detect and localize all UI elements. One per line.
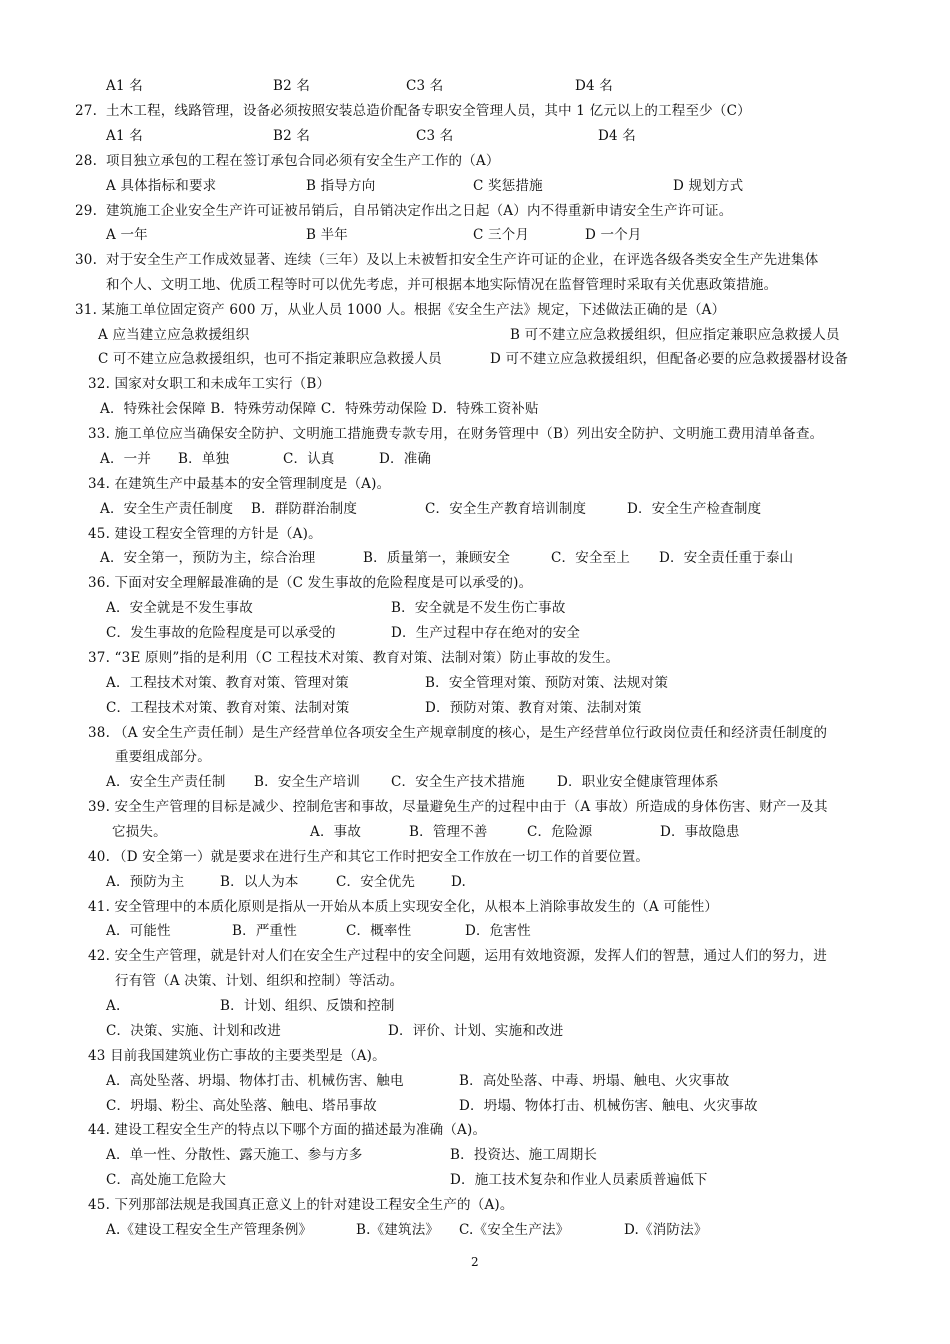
text-line-5-part-1: A 具体指标和要求	[106, 178, 217, 194]
text-line-31-part-4: C．危险源	[527, 824, 593, 840]
text-line-47-part-2: B.《建筑法》	[356, 1222, 440, 1238]
text-line-37-part-1: 行有管（A 决策、计划、组织和控制）等活动。	[115, 973, 404, 989]
text-line-23-part-2: D．生产过程中存在绝对的安全	[391, 625, 581, 641]
text-line-18-part-3: C．安全生产教育培训制度	[425, 501, 587, 517]
text-line-2-part-2: 土木工程，线路管理，设备必须按照安装总造价配备专职安全管理人员，其中 1 亿元以上的工程至少（C）	[106, 103, 751, 119]
text-line-29-part-4: D．职业安全健康管理体系	[557, 774, 719, 790]
text-line-26-part-1: C．工程技术对策、教育对策、法制对策	[106, 700, 350, 716]
text-line-31-part-2: A．事故	[310, 824, 362, 840]
text-line-5-part-3: C 奖惩措施	[473, 178, 543, 194]
text-line-35-part-1: A．可能性	[106, 923, 171, 939]
text-line-9-part-1: 和个人、文明工地、优质工程等时可以优先考虑，并可根据本地实际情况在监督管理时采取有关优惠政策措施。	[106, 277, 778, 293]
text-line-34-part-1: 41. 安全管理中的本质化原则是指从一开始从本质上实现安全化，从根本上消除事故发生的（A 可能性）	[88, 899, 719, 915]
text-line-45-part-1: C．高处施工危险大	[106, 1172, 227, 1188]
text-line-6-part-2: 建筑施工企业安全生产许可证被吊销后，自吊销决定作出之日起（A）内不得重新申请安全生产许可证。	[106, 203, 733, 219]
text-line-1-part-1: A1 名	[106, 78, 143, 94]
text-line-28-part-1: 重要组成部分。	[115, 749, 211, 765]
text-line-3-part-3: C3 名	[416, 128, 454, 144]
text-line-33-part-1: A．预防为主	[106, 874, 185, 890]
text-line-29-part-3: C．安全生产技术措施	[391, 774, 525, 790]
text-line-25-part-2: B．安全管理对策、预防对策、法规对策	[425, 675, 669, 691]
text-line-11-part-1: A 应当建立应急救援组织	[98, 327, 250, 343]
text-line-35-part-3: C．概率性	[346, 923, 412, 939]
text-line-5-part-4: D 规划方式	[673, 178, 744, 194]
text-line-8-part-2: 对于安全生产工作成效显著、连续（三年）及以上未被暂扣安全生产许可证的企业，在评选各级各类安全生产先进集体	[106, 252, 819, 268]
text-line-16-part-4: D．准确	[379, 451, 432, 467]
text-line-31-part-1: 它损失。	[112, 824, 167, 840]
text-line-38-part-1: A.	[106, 998, 121, 1014]
text-line-43-part-1: 44. 建设工程安全生产的特点以下哪个方面的描述最为准确（A)。	[88, 1122, 487, 1138]
text-line-31-part-5: D．事故隐患	[660, 824, 740, 840]
text-line-41-part-1: A．高处坠落、坍塌、物体打击、机械伤害、触电	[106, 1073, 404, 1089]
text-line-33-part-2: B．以人为本	[220, 874, 299, 890]
text-line-27-part-2: （A 安全生产责任制）是生产经营单位各项安全生产规章制度的核心，是生产经营单位行政岗位责任和经济责任制度的	[114, 725, 828, 741]
text-line-8-part-1: 30.	[75, 252, 98, 268]
text-line-19-part-1: 45. 建设工程安全管理的方针是（A)。	[88, 526, 322, 542]
text-line-41-part-2: B．高处坠落、中毒、坍塌、触电、火灾事故	[459, 1073, 730, 1089]
text-line-17-part-1: 34. 在建筑生产中最基本的安全管理制度是（A)。	[88, 476, 391, 492]
text-line-3-part-1: A1 名	[106, 128, 143, 144]
text-line-18-part-4: D．安全生产检查制度	[627, 501, 762, 517]
text-line-42-part-2: D．坍塌、物体打击、机械伤害、触电、火灾事故	[459, 1098, 758, 1114]
text-line-1-part-2: B2 名	[273, 78, 311, 94]
text-line-20-part-1: A．安全第一，预防为主，综合治理	[100, 550, 316, 566]
text-line-46-part-1: 45. 下列那部法规是我国真正意义上的针对建设工程安全生产的（A)。	[88, 1197, 514, 1213]
text-line-1-part-3: C3 名	[406, 78, 444, 94]
text-line-40-part-1: 43 目前我国建筑业伤亡事故的主要类型是（A)。	[88, 1048, 386, 1064]
page-number: 2	[471, 1255, 479, 1269]
text-line-18-part-2: B．群防群治制度	[251, 501, 358, 517]
text-line-39-part-2: D．评价、计划、实施和改进	[388, 1023, 564, 1039]
text-line-24-part-1: 37. “3E 原则”指的是利用（C 工程技术对策、教育对策、法制对策）防止事故的发生。	[88, 650, 620, 666]
text-line-1-part-4: D4 名	[575, 78, 614, 94]
text-line-22-part-2: B．安全就是不发生伤亡事故	[391, 600, 566, 616]
text-line-30-part-1: 39. 安全生产管理的目标是减少、控制危害和事故，尽量避免生产的过程中由于（A 事故）所造成的身体伤害、财产一及其	[88, 799, 828, 815]
text-line-15-part-1: 33. 施工单位应当确保安全防护、文明施工措施费专款专用，在财务管理中（B）列出安全防护、文明施工费用清单备查。	[88, 426, 824, 442]
text-line-32-part-2: （D 安全第一）就是要求在进行生产和其它工作时把安全工作放在一切工作的首要位置。	[113, 849, 650, 865]
text-line-26-part-2: D．预防对策、教育对策、法制对策	[425, 700, 642, 716]
text-line-39-part-1: C．决策、实施、计划和改进	[106, 1023, 281, 1039]
text-line-4-part-2: 项目独立承包的工程在签订承包合同必须有安全生产工作的（A）	[106, 153, 500, 169]
text-line-22-part-1: A．安全就是不发生事故	[106, 600, 253, 616]
text-line-21-part-1: 36. 下面对安全理解最准确的是（C 发生事故的危险程度是可以承受的)。	[88, 575, 533, 591]
text-line-27-part-1: 38.	[88, 725, 111, 741]
text-line-13-part-1: 32. 国家对女职工和未成年工实行（B）	[88, 376, 331, 392]
text-line-25-part-1: A．工程技术对策、教育对策、管理对策	[106, 675, 349, 691]
text-line-20-part-4: D．安全责任重于泰山	[659, 550, 794, 566]
text-line-3-part-2: B2 名	[273, 128, 311, 144]
text-line-20-part-3: C．安全至上	[551, 550, 631, 566]
text-line-16-part-2: B．单独	[178, 451, 230, 467]
text-line-35-part-4: D．危害性	[465, 923, 531, 939]
text-line-3-part-4: D4 名	[598, 128, 637, 144]
text-line-7-part-2: B 半年	[306, 227, 349, 243]
text-line-18-part-1: A．安全生产责任制度	[100, 501, 234, 517]
text-line-36-part-1: 42. 安全生产管理，就是针对人们在安全生产过程中的安全问题，运用有效地资源，发挥人们的智慧，通过人们的努力，进	[88, 948, 827, 964]
text-line-31-part-3: B．管理不善	[409, 824, 488, 840]
text-line-29-part-2: B．安全生产培训	[254, 774, 361, 790]
text-line-29-part-1: A．安全生产责任制	[106, 774, 226, 790]
text-line-7-part-4: D 一个月	[585, 227, 642, 243]
text-line-44-part-1: A．单一性、分散性、露天施工、参与方多	[106, 1147, 363, 1163]
text-line-6-part-1: 29.	[75, 203, 98, 219]
text-line-35-part-2: B．严重性	[232, 923, 297, 939]
text-line-5-part-2: B 指导方向	[306, 178, 376, 194]
text-line-23-part-1: C．发生事故的危险程度是可以承受的	[106, 625, 336, 641]
text-line-45-part-2: D．施工技术复杂和作业人员素质普遍低下	[450, 1172, 708, 1188]
text-line-11-part-2: B 可不建立应急救援组织，但应指定兼职应急救援人员	[510, 327, 840, 343]
text-line-42-part-1: C．坍塌、粉尘、高处坠落、触电、塔吊事故	[106, 1098, 377, 1114]
text-line-38-part-2: B．计划、组织、反馈和控制	[220, 998, 395, 1014]
text-line-4-part-1: 28.	[75, 153, 98, 169]
text-line-47-part-3: C.《安全生产法》	[459, 1222, 570, 1238]
text-line-47-part-1: A.《建设工程安全生产管理条例》	[106, 1222, 313, 1238]
text-line-32-part-1: 40.	[88, 849, 111, 865]
text-line-12-part-1: C 可不建立应急救援组织，也可不指定兼职应急救援人员	[98, 351, 442, 367]
text-line-33-part-3: C．安全优先	[336, 874, 416, 890]
text-line-14-part-1: A．特殊社会保障 B．特殊劳动保障 C．特殊劳动保险 D．特殊工资补贴	[100, 401, 539, 417]
text-line-2-part-1: 27.	[75, 103, 98, 119]
text-line-44-part-2: B．投资达、施工周期长	[450, 1147, 598, 1163]
text-line-10-part-1: 31. 某施工单位固定资产 600 万，从业人员 1000 人。根据《安全生产法》规定，下述做法正确的是（A）	[75, 302, 726, 318]
text-line-7-part-1: A 一年	[106, 227, 148, 243]
text-line-33-part-4: D.	[451, 874, 467, 890]
text-line-20-part-2: B．质量第一，兼顾安全	[363, 550, 511, 566]
text-line-7-part-3: C 三个月	[473, 227, 530, 243]
text-line-12-part-2: D 可不建立应急救援组织，但配备必要的应急救援器材设备	[490, 351, 849, 367]
text-line-47-part-4: D.《消防法》	[624, 1222, 708, 1238]
text-line-16-part-1: A．一并	[100, 451, 152, 467]
text-line-16-part-3: C．认真	[283, 451, 335, 467]
